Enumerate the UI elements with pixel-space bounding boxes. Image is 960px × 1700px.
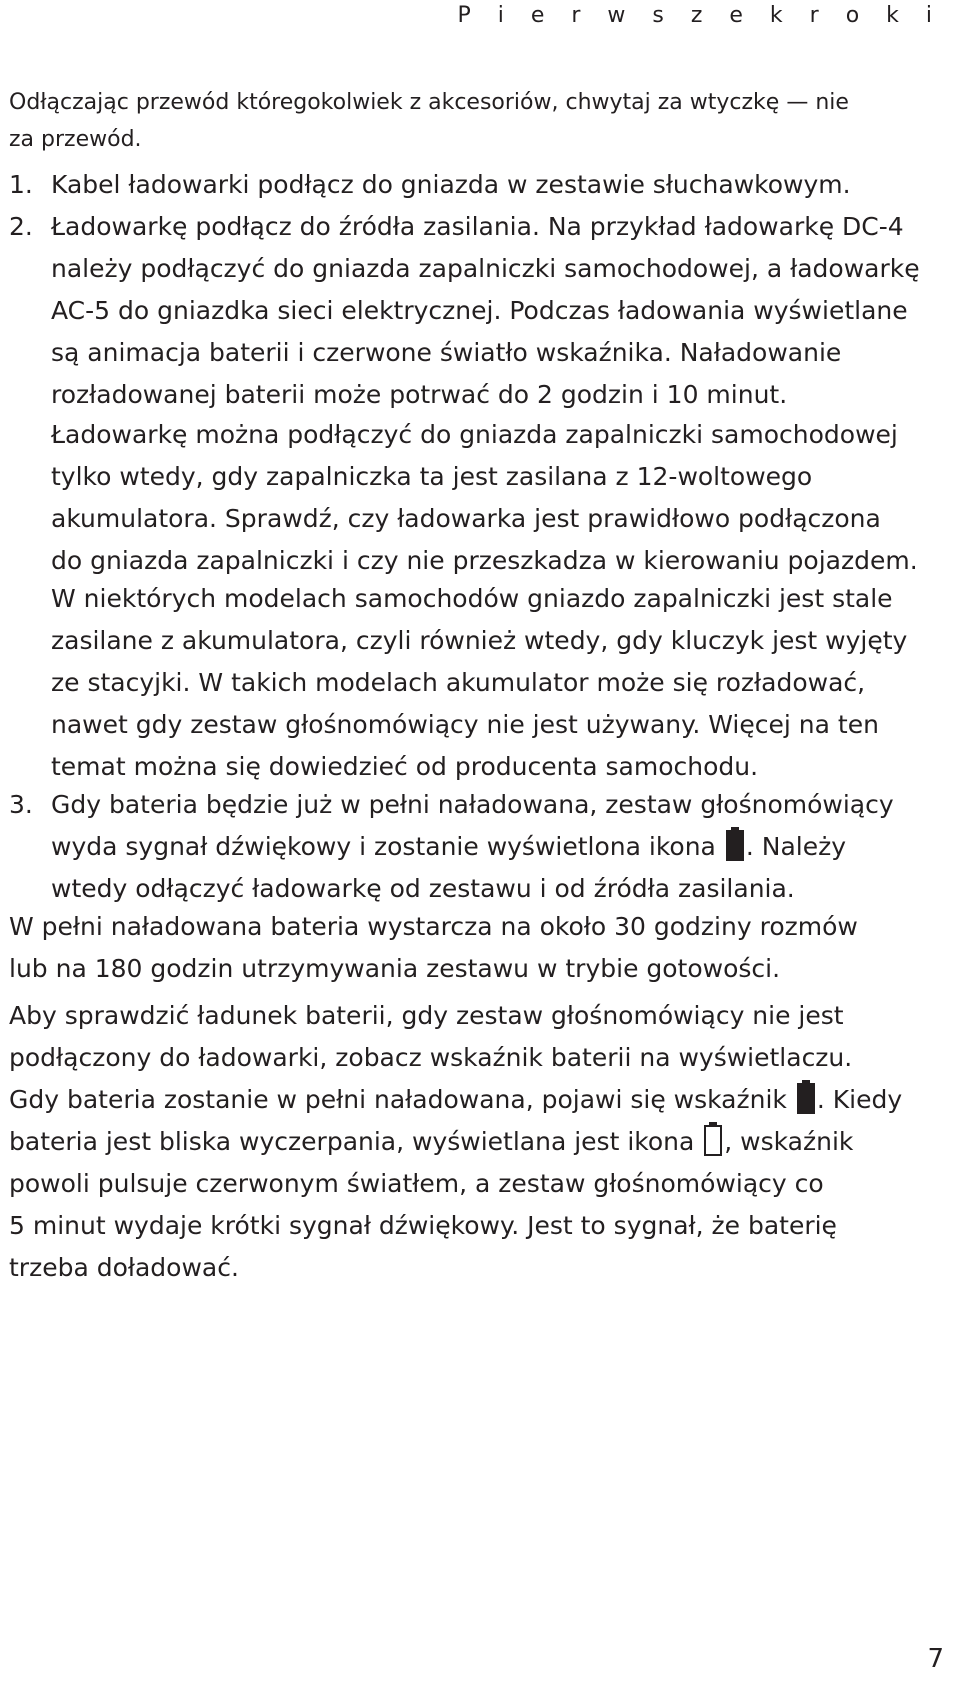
paragraph-text: , wskaźnik [724,1127,854,1156]
step-line [51,826,951,868]
paragraph-text: Gdy bateria zostanie w pełni naładowana, pojawi się wskaźnik [9,1085,787,1114]
step-text: wyda sygnał dźwiękowy i zostanie wyświetlona ikona [51,832,716,861]
step-2-text [51,206,951,416]
paragraph-text: . Kiedy [816,1085,903,1114]
paragraph-line [9,1121,949,1163]
battery-check-paragraph [9,995,949,1289]
talk-time-paragraph [9,906,949,990]
note-line: Odłączając przewód któregokolwiek z akcesoriów, chwytaj za wtyczkę — nie [9,90,849,115]
paragraph-line [9,1079,949,1121]
paragraph-text: bateria jest bliska wyczerpania, wyświetlana jest ikona [9,1127,695,1156]
paragraph-line: lub na 180 godzin utrzymywania zestawu w trybie gotowości. [9,954,781,983]
step-2-number: 2. [9,212,33,241]
step-line: do gniazda zapalniczki i czy nie przeszkadza w kierowaniu pojazdem. [51,546,918,575]
step-line: W niektórych modelach samochodów gniazdo zapalniczki jest stale [51,584,893,613]
step-line: wtedy odłączyć ładowarkę od zestawu i od źródła zasilania. [51,874,795,903]
paragraph-line: W pełni naładowana bateria wystarcza na około 30 godziny rozmów [9,912,858,941]
step-line: są animacja baterii i czerwone światło wskaźnika. Naładowanie [51,338,842,367]
battery-empty-icon [704,1122,722,1156]
step-line: Kabel ładowarki podłącz do gniazda w zestawie słuchawkowym. [51,170,851,199]
step-3-text [51,784,951,910]
step-line: temat można się dowiedzieć od producenta samochodu. [51,752,759,781]
step-2-car-socket-paragraph [51,414,951,582]
step-line: Gdy bateria będzie już w pełni naładowana, zestaw głośnomówiący [51,790,894,819]
disconnect-note [9,84,909,158]
step-line: nawet gdy zestaw głośnomówiący nie jest używany. Więcej na ten [51,710,879,739]
paragraph-line: podłączony do ładowarki, zobacz wskaźnik baterii na wyświetlaczu. [9,1043,853,1072]
step-3-number: 3. [9,790,33,819]
step-line: zasilane z akumulatora, czyli również wtedy, gdy kluczyk jest wyjęty [51,626,908,655]
battery-full-icon [726,827,744,861]
step-line: należy podłączyć do gniazda zapalniczki samochodowej, a ładowarkę [51,254,920,283]
battery-full-icon [797,1080,815,1114]
step-text: . Należy [745,832,847,861]
paragraph-line: powoli pulsuje czerwonym światłem, a zestaw głośnomówiący co [9,1169,824,1198]
paragraph-line: 5 minut wydaje krótki sygnał dźwiękowy. Jest to sygnał, że baterię [9,1211,837,1240]
step-line: akumulatora. Sprawdź, czy ładowarka jest prawidłowo podłączona [51,504,881,533]
paragraph-line: Aby sprawdzić ładunek baterii, gdy zestaw głośnomówiący nie jest [9,1001,844,1030]
step-line: ze stacyjki. W takich modelach akumulator może się rozładować, [51,668,866,697]
step-1-text [51,164,951,206]
step-1-number: 1. [9,170,33,199]
step-line: AC-5 do gniazdka sieci elektrycznej. Podczas ładowania wyświetlane [51,296,908,325]
note-line: za przewód. [9,127,142,152]
step-line: Ładowarkę podłącz do źródła zasilania. Na przykład ładowarkę DC-4 [51,212,904,241]
section-header: P i e r w s z e k r o k i [457,3,942,28]
page-number: 7 [927,1644,944,1674]
step-line: rozładowanej baterii może potrwać do 2 godzin i 10 minut. [51,380,788,409]
step-line: tylko wtedy, gdy zapalniczka ta jest zasilana z 12-woltowego [51,462,813,491]
paragraph-line: trzeba doładować. [9,1253,239,1282]
step-line: Ładowarkę można podłączyć do gniazda zapalniczki samochodowej [51,420,898,449]
step-2-car-models-paragraph [51,578,951,788]
